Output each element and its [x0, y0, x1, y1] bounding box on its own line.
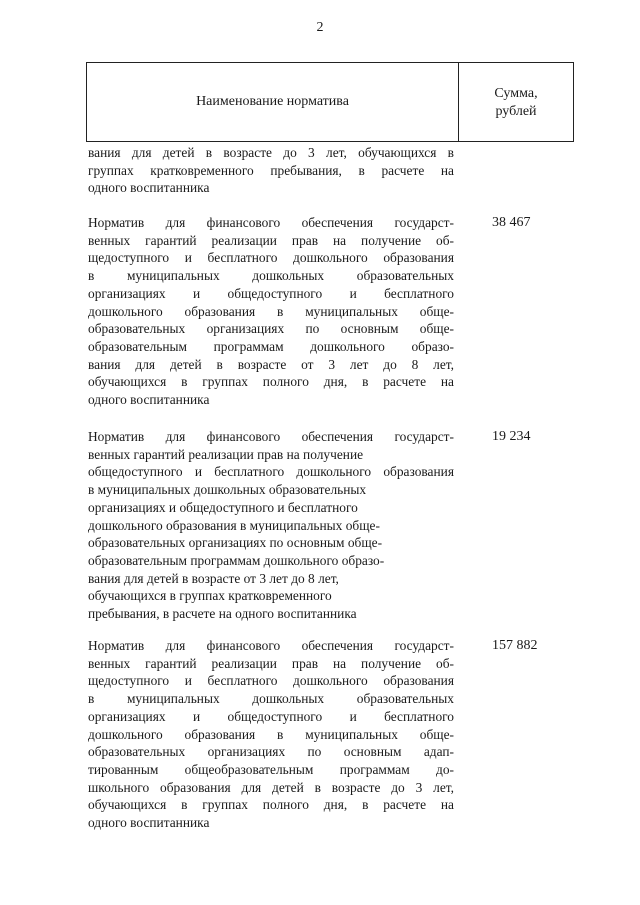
text-line: венных гарантий реализации прав на получение	[88, 446, 364, 462]
text-line: образовательных организациях по основным обще-	[88, 321, 454, 337]
text-line: щедоступного и бесплатного дошкольного образования	[88, 673, 454, 689]
norm-description	[88, 637, 454, 832]
text-line: в муниципальных дошкольных образовательных	[88, 268, 454, 284]
text-line: одного воспитанника	[88, 815, 210, 831]
text-line: организациях и общедоступного и бесплатного	[88, 499, 358, 515]
text-line: тированным общеобразовательным программам до-	[88, 761, 454, 777]
text-line: пребывания, в расчете на одного воспитанника	[88, 606, 357, 622]
text-line: образовательных организациях по основным адап-	[88, 744, 454, 760]
continuation-text	[88, 144, 454, 197]
norm-description	[88, 214, 454, 409]
text-line: группах кратковременного пребывания, в расчете на	[88, 162, 454, 178]
norm-description	[88, 428, 454, 623]
text-line: организациях и общедоступного и бесплатного	[88, 285, 454, 301]
text-line: в муниципальных дошкольных образовательных	[88, 691, 454, 707]
column-header-sum-line2: рублей	[495, 104, 537, 119]
text-line: одного воспитанника	[88, 392, 210, 408]
text-line: Норматив для финансового обеспечения государст-	[88, 215, 454, 230]
text-line: образовательным программам дошкольного образо-	[88, 338, 454, 354]
text-line: венных гарантий реализации прав на получение об-	[88, 655, 454, 671]
page-number: 2	[316, 20, 324, 35]
table-header	[86, 62, 574, 142]
text-line: вания для детей в возрасте от 3 лет до 8 лет,	[88, 570, 339, 586]
text-line: венных гарантий реализации прав на получение об-	[88, 232, 454, 248]
text-line: образовательных организациях по основным обще-	[88, 535, 383, 551]
text-line: вания для детей в возрасте от 3 лет до 8 лет,	[88, 356, 454, 372]
text-line: Норматив для финансового обеспечения государст-	[88, 429, 454, 444]
text-line: в муниципальных дошкольных образовательных	[88, 482, 367, 498]
norm-amount: 38 467	[492, 215, 531, 230]
text-line: организациях и общедоступного и бесплатного	[88, 708, 454, 724]
text-line: общедоступного и бесплатного дошкольного образования	[88, 464, 454, 480]
text-line: образовательным программам дошкольного образо-	[88, 552, 385, 568]
text-line: обучающихся в группах полного дня, в расчете на	[88, 374, 454, 390]
text-line: одного воспитанника	[88, 180, 210, 196]
column-header-name: Наименование норматива	[87, 63, 459, 141]
norm-amount: 157 882	[492, 638, 538, 653]
text-line: обучающихся в группах полного дня, в расчете на	[88, 797, 454, 813]
text-line: обучающихся в группах кратковременного	[88, 588, 332, 604]
column-header-sum	[459, 63, 573, 141]
column-header-sum-line1: Сумма,	[494, 86, 538, 101]
text-line: школьного образования для детей в возрасте до 3 лет,	[88, 779, 454, 795]
text-line: Норматив для финансового обеспечения государст-	[88, 638, 454, 653]
text-line: щедоступного и бесплатного дошкольного образования	[88, 250, 454, 266]
text-line: вания для детей в возрасте до 3 лет, обучающихся в	[88, 145, 454, 160]
text-line: дошкольного образования в муниципальных обще-	[88, 303, 454, 319]
norm-amount: 19 234	[492, 429, 531, 444]
text-line: дошкольного образования в муниципальных обще-	[88, 726, 454, 742]
text-line: дошкольного образования в муниципальных обще-	[88, 517, 380, 533]
